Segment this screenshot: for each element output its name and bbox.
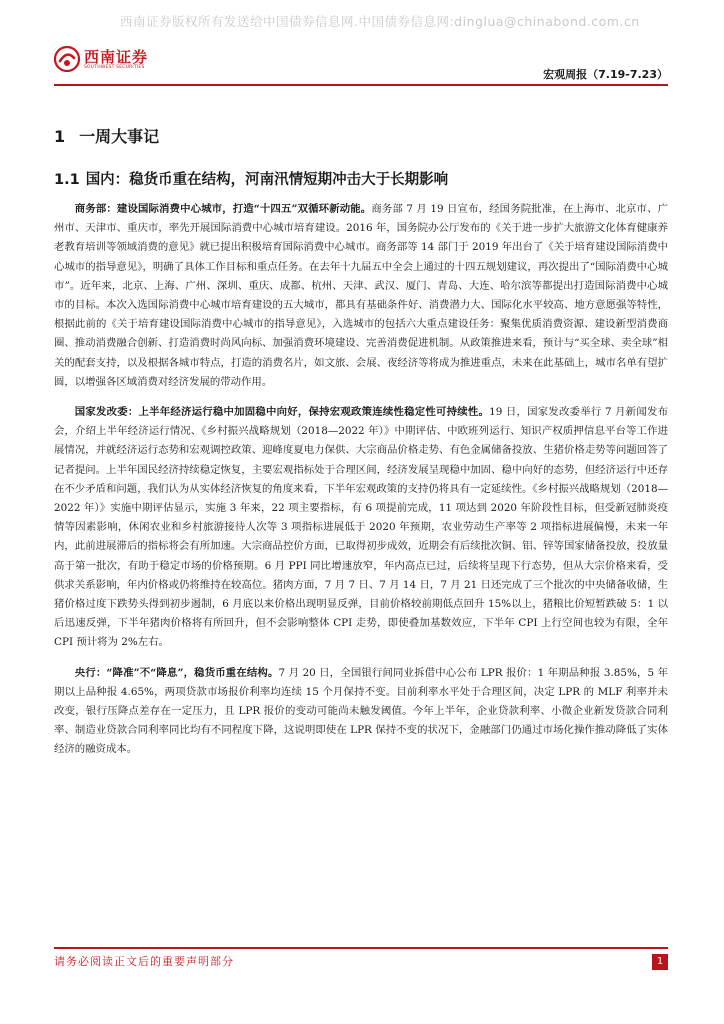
paragraph-text: 商务部 7 月 19 日宣布，经国务院批准，在上海市、北京市、广州市、天津市、重庆市，率先开展国际消费中心城市培育建设。2016 年，国务院办公厅发布的《关于进一步扩大旅游文化体育健康养老教育培训等领域消费的意见》就已提出积极培育国际消费中心城市。商务部等 14 部门于 2019 年出台了《关于培育建设国际消费中心城市的指导意见》，明确了具体工作目标和重点任务。在去年十九届五中全会上通过的十四五规划建议，再次提出了“国际消费中心城市”。近年来，北京、上海、广州、深圳、重庆、成都、杭州、天津、武汉、厦门、青岛、大连、哈尔滨等都提出打造国际消费中心城市的目标。本次入选国际消费中心城市培育建设的五大城市，都具有基础条件好、消费潜力大、国际化水平较高、地方意愿强等特性，根据此前的《关于培育建设国际消费中心城市的指导意见》，入选城市的包括六大重点建设任务：聚集优质消费资源、建设新型消费商圈、推动消费融合创新、打造消费时尚风向标、加强消费环境建设、完善消费促进机制。从政策推进来看，预计与“买全球、卖全球”相关的配套支持，以及根据各城市特点，打造的消费名片，如文旅、会展、夜经济等将成为推进重点，未来在此基础上，城市名单有望扩圆，以增强各区域消费对经济发展的带动作用。 <box>54 203 668 388</box>
disclaimer-notice: 请务必阅读正文后的重要声明部分 <box>54 955 234 968</box>
paragraph-lead: 央行：“降准”不“降息”，稳货币重在结构。 <box>74 666 279 679</box>
brand-logo <box>54 46 148 72</box>
paragraph-text: 19 日，国家发改委举行 7 月新闻发布会，介绍上半年经济运行情况、《乡村振兴战略规划（2018—2022 年）》中期评估、中欧班列运行、知识产权质押信息平台等工作进展情况，并就经济运行态势和宏观调控政策、迎峰度夏电力保供、大宗商品价格走势、有色金属储备投放、生猪价格走势等问题回答了记者提问。上半年国民经济持续稳定恢复，主要宏观指标处于合理区间，经济发展呈现稳中加固、稳中向好的态势，但经济运行中还存在不少矛盾和问题，我们认为从实体经济恢复的角度来看，下半年宏观政策的支持仍将具有一定延续性。《乡村振兴战略规划（2018—2022 年）》实施中期评估显示，实施 3 年来，22 项主要指标，有 6 项提前完成，11 项达到 2020 年阶段性目标，但受新冠肺炎疫情等因素影响，休闲农业和乡村旅游接待人次等 3 项指标进展低于 2020 年预期，农业劳动生产率等 2 项指标进展偏慢，未来一年内，此前进展滞后的指标将会有所加速。大宗商品控价方面，已取得初步成效，近期会有后续批次铜、铝、锌等国家储备投放，投放量高于第一批次，有助于稳定市场的价格预期。6 月 PPI 同比增速放窄，年内高点已过，后续将呈现下行态势，但从大宗价格来看，受供求关系影响，年内价格或仍将维持在较高位。猪肉方面，7 月 7 日、7 月 14 日，7 月 21 日还完成了三个批次的中央储备收储，生猪价格过度下跌势头得到初步遏制，6 月底以来价格出现明显反弹，目前价格较前期低点回升 15%以上，猪粮比价短暂跌破 5：1 以后迅速反弹，下半年猪肉价格将有所回升，但不会影响整体 CPI 走势，即使叠加基数效应，下半年 CPI 上行空间也较为有限，全年 CPI 预计将为 2%左右。 <box>54 406 668 649</box>
report-type-label: 宏观周报（7.19-7.23） <box>543 68 668 81</box>
watermark-text: 西南证券版权所有发送给中国债券信息网.中国债券信息网:dinglua@chinabond.com.cn <box>120 14 640 29</box>
page-number: 1 <box>652 954 668 970</box>
subsection-title: 国内：稳货币重在结构，河南汛情短期冲击大于长期影响 <box>85 172 449 188</box>
paragraph-commerce-ministry <box>54 200 668 392</box>
section-heading <box>54 124 159 147</box>
footer-divider <box>54 947 668 949</box>
brand-logo-icon <box>54 46 80 72</box>
paragraph-lead: 商务部：建设国际消费中心城市，打造“十四五”双循环新动能。 <box>74 203 372 215</box>
brand-name-en: SOUTHWEST SECURITIES <box>84 64 145 70</box>
header-divider <box>54 84 668 86</box>
subsection-number: 1.1 <box>54 172 80 188</box>
section-title: 一周大事记 <box>79 127 160 146</box>
section-number: 1 <box>54 127 66 146</box>
article-body <box>54 200 668 771</box>
brand-name-cn: 西南证券 <box>84 47 149 66</box>
paragraph-central-bank <box>54 664 668 760</box>
paragraph-text: 7 月 20 日，全国银行间同业拆借中心公布 LPR 报价：1 年期品种报 3.85%，5 年期以上品种报 4.65%，两项贷款市场报价利率均连续 15 个月保持不变。目前利率水平处于合理区间，决定 LPR 的 MLF 利率并未改变，银行压降点差存在一定压力，且 LPR 报价的变动可能尚未触发阈值。今年上半年，企业贷款利率、小微企业新发贷款合同利率、制造业贷款合同利率同比均有不同程度下降，这说明即使在 LPR 保持不变的状况下，金融部门仍通过市场化操作推动降低了实体经济的融资成本。 <box>54 666 668 756</box>
paragraph-lead: 国家发改委：上半年经济运行稳中加固稳中向好，保持宏观政策连续性稳定性可持续性。 <box>74 406 490 419</box>
subsection-heading <box>54 168 448 189</box>
paragraph-ndrc <box>54 403 668 653</box>
